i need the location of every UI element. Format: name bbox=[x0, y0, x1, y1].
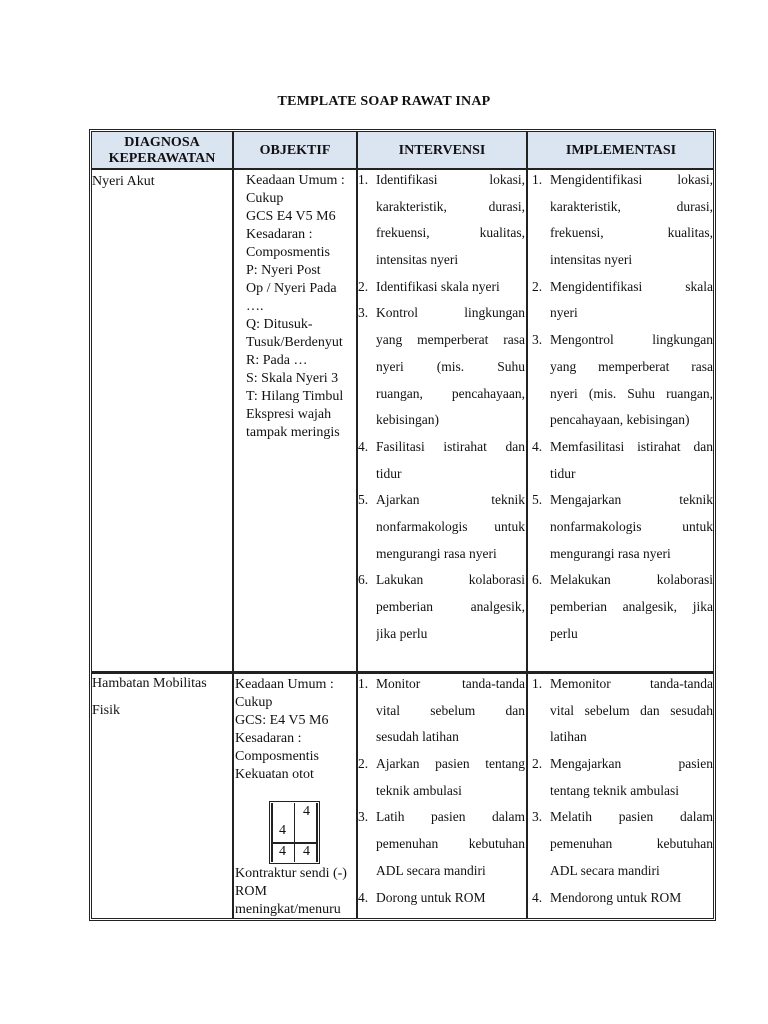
column-divider bbox=[526, 131, 528, 919]
text-line: Keadaan Umum : bbox=[246, 173, 345, 188]
list-item-line: Latih pasien dalam bbox=[376, 809, 525, 825]
list-item-text bbox=[376, 274, 525, 301]
list-item-number: 6. bbox=[358, 572, 369, 588]
list-item-text bbox=[550, 487, 713, 567]
list-item bbox=[358, 751, 525, 804]
text-line: …. bbox=[246, 299, 264, 314]
list-item-number: 1. bbox=[358, 172, 369, 187]
list-item-text bbox=[550, 327, 713, 434]
list-item-text bbox=[550, 885, 713, 912]
list-item-number: 4. bbox=[532, 438, 543, 454]
list-item-line: kebisingan) bbox=[376, 412, 439, 428]
text-line: Fisik bbox=[92, 702, 121, 718]
list-item-line: Mengidentifikasi skala bbox=[550, 278, 713, 294]
list-item-text bbox=[550, 671, 713, 751]
list-item bbox=[358, 885, 525, 912]
list-item bbox=[532, 487, 713, 567]
list-item-line: sesudah latihan bbox=[376, 729, 459, 745]
header-implementasi: IMPLEMENTASI bbox=[565, 142, 677, 158]
list-item-line: nyeri (mis. Suhu ruangan, bbox=[550, 385, 713, 401]
row2-objektif-bottom bbox=[235, 865, 347, 919]
list-item bbox=[358, 487, 525, 567]
text-line: Tusuk/Berdenyut bbox=[246, 335, 343, 350]
list-item-number: 2. bbox=[358, 278, 369, 294]
list-item-number: 2. bbox=[532, 756, 543, 772]
list-item-text bbox=[376, 167, 525, 274]
kekuatan-otot-value: 4 bbox=[279, 844, 286, 859]
list-item-text bbox=[376, 434, 525, 487]
text-line: Kesadaran : bbox=[246, 227, 313, 242]
text-line: R: Pada … bbox=[246, 353, 308, 368]
list-item-number: 2. bbox=[358, 756, 369, 772]
list-item-line: Memfasilitasi istirahat dan bbox=[550, 438, 713, 454]
list-item-number: 2. bbox=[532, 278, 543, 294]
list-item-line: nyeri (mis. Suhu bbox=[376, 358, 525, 374]
list-item-line: jika perlu bbox=[376, 625, 428, 641]
list-item bbox=[358, 804, 525, 884]
text-line: Kontraktur sendi (-) bbox=[235, 866, 347, 881]
list-item bbox=[358, 300, 525, 433]
list-item-number: 4. bbox=[532, 889, 543, 905]
text-line: ROM bbox=[235, 884, 267, 899]
text-line: tampak meringis bbox=[246, 425, 340, 440]
row2-diagnosa bbox=[92, 671, 207, 724]
list-item-line: nonfarmakologis untuk bbox=[376, 518, 525, 534]
list-item-line: nyeri bbox=[550, 305, 578, 321]
list-item bbox=[532, 167, 713, 274]
list-item-text bbox=[376, 300, 525, 433]
kekuatan-otot-value: 4 bbox=[303, 844, 310, 859]
row2-objektif bbox=[235, 676, 334, 784]
list-item-line: ADL secara mandiri bbox=[550, 862, 660, 878]
list-item-number: 6. bbox=[532, 572, 543, 588]
list-item bbox=[532, 885, 713, 912]
text-line: GCS E4 V5 M6 bbox=[246, 209, 336, 224]
list-item-line: perlu bbox=[550, 625, 578, 641]
list-item-number: 4. bbox=[358, 889, 369, 905]
row2-implementasi-list bbox=[532, 671, 713, 911]
text-line: P: Nyeri Post bbox=[246, 263, 321, 278]
text-line: Hambatan Mobilitas bbox=[92, 676, 207, 691]
list-item-line: Identifikasi lokasi, bbox=[376, 172, 525, 187]
list-item-line: yang memperberat rasa bbox=[376, 332, 525, 348]
kekuatan-otot-grid-vline bbox=[294, 803, 295, 862]
list-item-number: 5. bbox=[532, 492, 543, 508]
list-item-line: latihan bbox=[550, 729, 587, 745]
list-item bbox=[358, 434, 525, 487]
text-line: GCS: E4 V5 M6 bbox=[235, 713, 329, 728]
list-item-line: Melatih pasien dalam bbox=[550, 809, 713, 825]
list-item-text bbox=[376, 804, 525, 884]
list-item-number: 3. bbox=[358, 809, 369, 825]
row1-objektif bbox=[246, 172, 345, 442]
list-item-line: frekuensi, kualitas, bbox=[376, 225, 525, 241]
text-line: Op / Nyeri Pada bbox=[246, 281, 337, 296]
list-item-line: Identifikasi skala nyeri bbox=[376, 278, 500, 294]
header-diagnosa: DIAGNOSA KEPERAWATAN bbox=[108, 134, 216, 166]
list-item-text bbox=[376, 751, 525, 804]
row1-implementasi-list bbox=[532, 167, 713, 647]
list-item-text bbox=[550, 274, 713, 327]
text-line: Kesadaran : bbox=[235, 731, 302, 746]
text-line: Composmentis bbox=[246, 245, 331, 260]
list-item-number: 1. bbox=[532, 676, 543, 691]
list-item bbox=[358, 274, 525, 301]
list-item-line: Dorong untuk ROM bbox=[376, 889, 486, 905]
list-item bbox=[532, 327, 713, 434]
list-item bbox=[532, 804, 713, 884]
row1-intervensi-list bbox=[358, 167, 525, 647]
list-item-line: tidur bbox=[550, 465, 576, 481]
list-item-line: vital sebelum dan bbox=[376, 702, 525, 718]
list-item bbox=[358, 167, 525, 274]
list-item-line: Ajarkan pasien tentang bbox=[376, 756, 525, 772]
list-item-line: pencahayaan, kebisingan) bbox=[550, 412, 690, 428]
list-item bbox=[532, 567, 713, 647]
list-item-number: 3. bbox=[532, 809, 543, 825]
list-item-line: mengurangi rasa nyeri bbox=[550, 545, 671, 561]
list-item-text bbox=[376, 567, 525, 647]
list-item-line: nonfarmakologis untuk bbox=[550, 518, 713, 534]
list-item-line: frekuensi, kualitas, bbox=[550, 225, 713, 241]
list-item-line: karakteristik, durasi, bbox=[550, 198, 713, 214]
list-item-line: pemberian analgesik, jika bbox=[550, 599, 713, 614]
text-line: T: Hilang Timbul bbox=[246, 389, 344, 404]
list-item-text bbox=[550, 751, 713, 804]
kekuatan-otot-value: 4 bbox=[303, 804, 310, 819]
column-divider bbox=[232, 131, 234, 919]
list-item-line: Memonitor tanda-tanda bbox=[550, 676, 713, 691]
text-line: Cukup bbox=[235, 695, 273, 710]
list-item-line: tidur bbox=[376, 465, 402, 481]
list-item bbox=[532, 671, 713, 751]
list-item-line: Melakukan kolaborasi bbox=[550, 572, 713, 588]
list-item-line: pemenuhan kebutuhan bbox=[376, 836, 525, 852]
list-item-line: Fasilitasi istirahat dan bbox=[376, 438, 525, 454]
list-item-line: ruangan, pencahayaan, bbox=[376, 385, 525, 401]
list-item-number: 1. bbox=[532, 172, 543, 187]
list-item bbox=[532, 751, 713, 804]
list-item-line: Kontrol lingkungan bbox=[376, 305, 525, 321]
list-item-line: intensitas nyeri bbox=[376, 252, 459, 268]
list-item-line: Mengontrol lingkungan bbox=[550, 332, 713, 348]
list-item-line: pemberian analgesik, bbox=[376, 599, 525, 615]
text-line: S: Skala Nyeri 3 bbox=[246, 371, 339, 386]
list-item-text bbox=[376, 885, 525, 912]
list-item-line: vital sebelum dan sesudah bbox=[550, 702, 713, 718]
list-item bbox=[358, 671, 525, 751]
list-item-text bbox=[376, 487, 525, 567]
header-intervensi: INTERVENSI bbox=[398, 142, 486, 158]
list-item bbox=[358, 567, 525, 647]
list-item-line: karakteristik, durasi, bbox=[376, 198, 525, 214]
list-item-line: yang memperberat rasa bbox=[550, 358, 713, 374]
header-objektif: OBJEKTIF bbox=[259, 142, 331, 158]
text-line: Cukup bbox=[246, 191, 284, 206]
list-item-line: Mengajarkan teknik bbox=[550, 492, 713, 508]
list-item-line: Lakukan kolaborasi bbox=[376, 572, 525, 588]
list-item-line: Mengidentifikasi lokasi, bbox=[550, 172, 713, 187]
list-item bbox=[532, 274, 713, 327]
list-item-number: 5. bbox=[358, 492, 369, 508]
list-item-number: 4. bbox=[358, 438, 369, 454]
kekuatan-otot-value: 4 bbox=[279, 823, 286, 838]
list-item-text bbox=[550, 804, 713, 884]
list-item-line: teknik ambulasi bbox=[376, 782, 462, 798]
list-item-line: Mengajarkan pasien bbox=[550, 756, 713, 772]
text-line: Keadaan Umum : bbox=[235, 677, 334, 692]
text-line: Ekspresi wajah bbox=[246, 407, 332, 422]
list-item-line: tentang teknik ambulasi bbox=[550, 782, 679, 798]
row2-intervensi-list bbox=[358, 671, 525, 911]
text-line: Kekuatan otot bbox=[235, 767, 314, 782]
list-item-line: mengurangi rasa nyeri bbox=[376, 545, 497, 561]
list-item-number: 3. bbox=[358, 305, 369, 321]
list-item-line: pemenuhan kebutuhan bbox=[550, 836, 713, 852]
text-line: Composmentis bbox=[235, 749, 320, 764]
list-item-number: 3. bbox=[532, 332, 543, 348]
list-item-text bbox=[550, 567, 713, 647]
document-title: TEMPLATE SOAP RAWAT INAP bbox=[277, 94, 491, 109]
list-item-line: ADL secara mandiri bbox=[376, 862, 486, 878]
list-item-text bbox=[550, 167, 713, 274]
list-item-line: Mendorong untuk ROM bbox=[550, 889, 682, 905]
list-item bbox=[532, 434, 713, 487]
text-line: Q: Ditusuk- bbox=[246, 317, 313, 332]
text-line: meningkat/menuru bbox=[235, 902, 341, 917]
list-item-line: intensitas nyeri bbox=[550, 252, 633, 268]
list-item-line: Ajarkan teknik bbox=[376, 492, 525, 508]
list-item-text bbox=[376, 671, 525, 751]
list-item-line: Monitor tanda-tanda bbox=[376, 676, 525, 691]
list-item-text bbox=[550, 434, 713, 487]
row1-diagnosa: Nyeri Akut bbox=[92, 174, 155, 189]
list-item-number: 1. bbox=[358, 676, 369, 691]
